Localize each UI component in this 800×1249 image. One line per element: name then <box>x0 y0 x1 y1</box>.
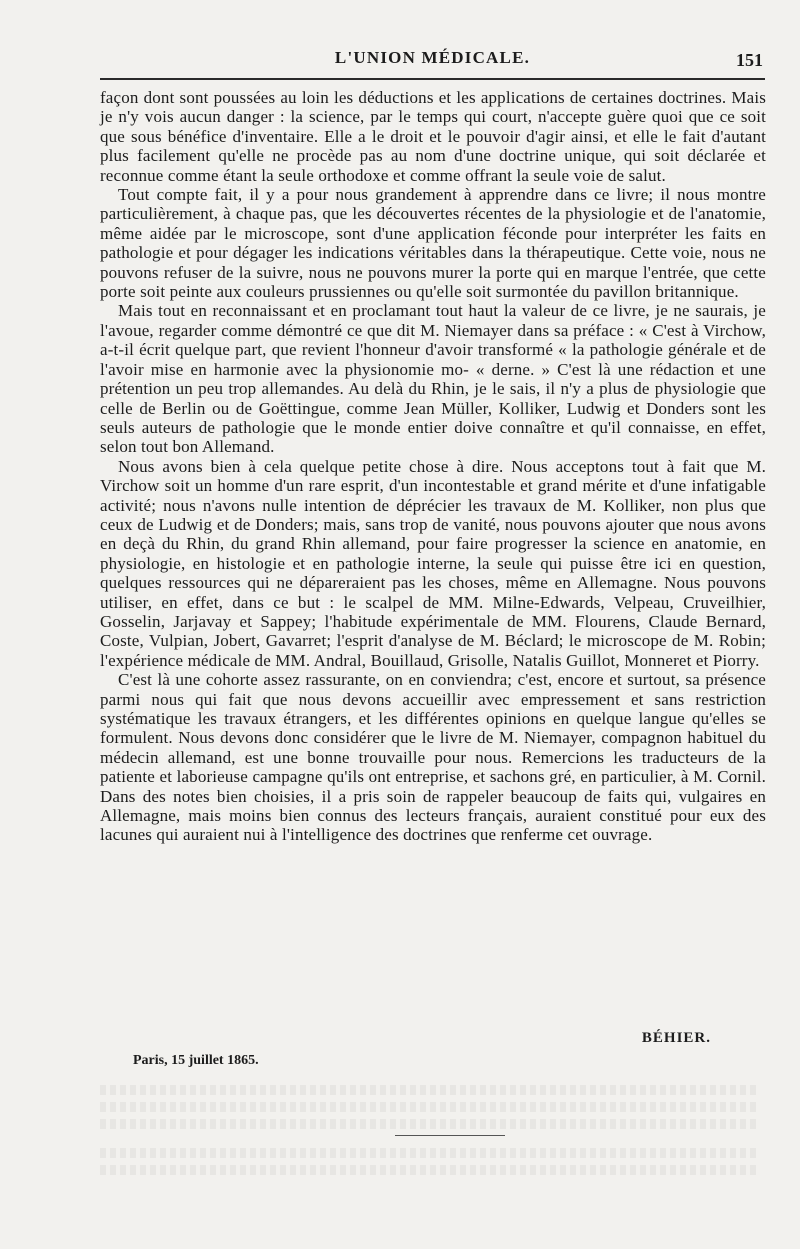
paragraph-5: C'est là une cohorte assez rassurante, on en conviendra; c'est, encore et surtout, sa présence parmi nous qui fait que nous devons accueillir avec empressement et sans restriction systématique les travaux étrangers, et les différentes opinions en quelque langue qu'elles se formulent. Nous devons donc considérer que le livre de M. Niemayer, compagnon habituel du médecin allemand, est une bonne trouvaille pour nous. Remercions les traducteurs de la patiente et laborieuse campagne qu'ils ont entreprise, et sachons gré, en particulier, à M. Cornil. Dans des notes bien choisies, il a pris soin de rappeler beaucoup de faits qui, vulgaires en Allemagne, mais moins bien connus des lecteurs français, auraient constitué pour eux des lacunes qui auraient nui à l'intelligence des doctrines que renferme cet ouvrage. <box>100 670 766 845</box>
page-number: 151 <box>736 50 763 70</box>
author-signature: BÉHIER. <box>641 1030 711 1046</box>
bleed-through-line <box>100 1165 760 1175</box>
paragraph-2: Tout compte fait, il y a pour nous grandement à apprendre dans ce livre; il nous montre particulièrement, à chaque pas, que les découvertes récentes de la physiologie et de l'anatomie, même aidée par le microscope, sont d'une application féconde pour interpréter les faits en pathologie et pour dégager les indications véritables dans la thérapeutique. Cette voie, nous ne pouvons refuser de la suivre, nous ne pouvons murer la porte qui en marque l'entrée, que cette porte soit peinte aux couleurs prussiennes ou qu'elle soit surmontée du pavillon britannique. <box>100 185 766 302</box>
paragraph-3: Mais tout en reconnaissant et en proclamant tout haut la valeur de ce livre, je ne saurais, je l'avoue, regarder comme démontré ce que dit M. Niemayer dans sa préface : « C'est à Virchow, a-t-il écrit quelque part, que revient l'honneur d'avoir transformé « la pathologie générale et de l'avoir mise en harmonie avec la physionomie mo- « derne. » C'est là une rédaction et une prétention un peu trop allemandes. Au delà du Rhin, je le sais, il n'y a plus de physiologie que celle de Berlin ou de Goëttingue, comme Jean Müller, Kolliker, Ludwig et Donders sont les seuls auteurs de pathologie que le monde entier doive connaître et qu'il connaisse, en effet, selon tout bon Allemand. <box>100 301 766 457</box>
paragraph-4: Nous avons bien à cela quelque petite chose à dire. Nous acceptons tout à fait que M. Virchow soit un homme d'un rare esprit, d'un incontestable et grand mérite et d'une infatigable activité; nous n'avons nulle intention de déprécier les travaux de M. Kolliker, non plus que ceux de Ludwig et de Donders; mais, sans trop de vanité, nous pouvons ajouter que nous avons en deçà du Rhin, du grand Rhin allemand, pour faire progresser la science en anatomie, en physiologie, en histologie et en pathologie interne, la seule qui puisse être ici en question, quelques ressources qui ne dépareraient pas les choses, même en Allemagne. Nous pouvons utiliser, en effet, dans ce but : le scalpel de MM. Milne-Edwards, Velpeau, Cruveilhier, Gosselin, Jarjavay et Sappey; l'habitude expérimentale de MM. Flourens, Claude Bernard, Coste, Vulpian, Jobert, Gavarret; l'esprit d'analyse de M. Béclard; le microscope de M. Robin; l'expérience médicale de MM. Andral, Bouillaud, Grisolle, Natalis Guillot, Monneret et Piorry. <box>100 456 766 670</box>
header-rule <box>100 78 765 80</box>
article-body <box>100 88 766 845</box>
paragraph-1: façon dont sont poussées au loin les déductions et les applications de certaines doctrines. Mais je n'y vois aucun danger : la science, par le temps qui court, n'accepte guère quoi que ce soit que sous bénéfice d'inventaire. Elle a le droit et le pouvoir d'agir ainsi, et elle le fait d'autant plus facilement qu'elle ne procède pas au nom d'une doctrine unique, qui soit déclarée et reconnue comme étant la seule orthodoxe et comme offrant la seule voie de salut. <box>100 88 766 185</box>
page-header <box>100 40 765 80</box>
footnote-rule <box>395 1135 505 1136</box>
bleed-through-line <box>100 1119 760 1129</box>
journal-title: L'UNION MÉDICALE. <box>334 48 531 67</box>
dateline: Paris, 15 juillet 1865. <box>133 1053 259 1068</box>
bleed-through-line <box>100 1085 760 1095</box>
bleed-through-line <box>100 1102 760 1112</box>
bleed-through-line <box>100 1148 760 1158</box>
